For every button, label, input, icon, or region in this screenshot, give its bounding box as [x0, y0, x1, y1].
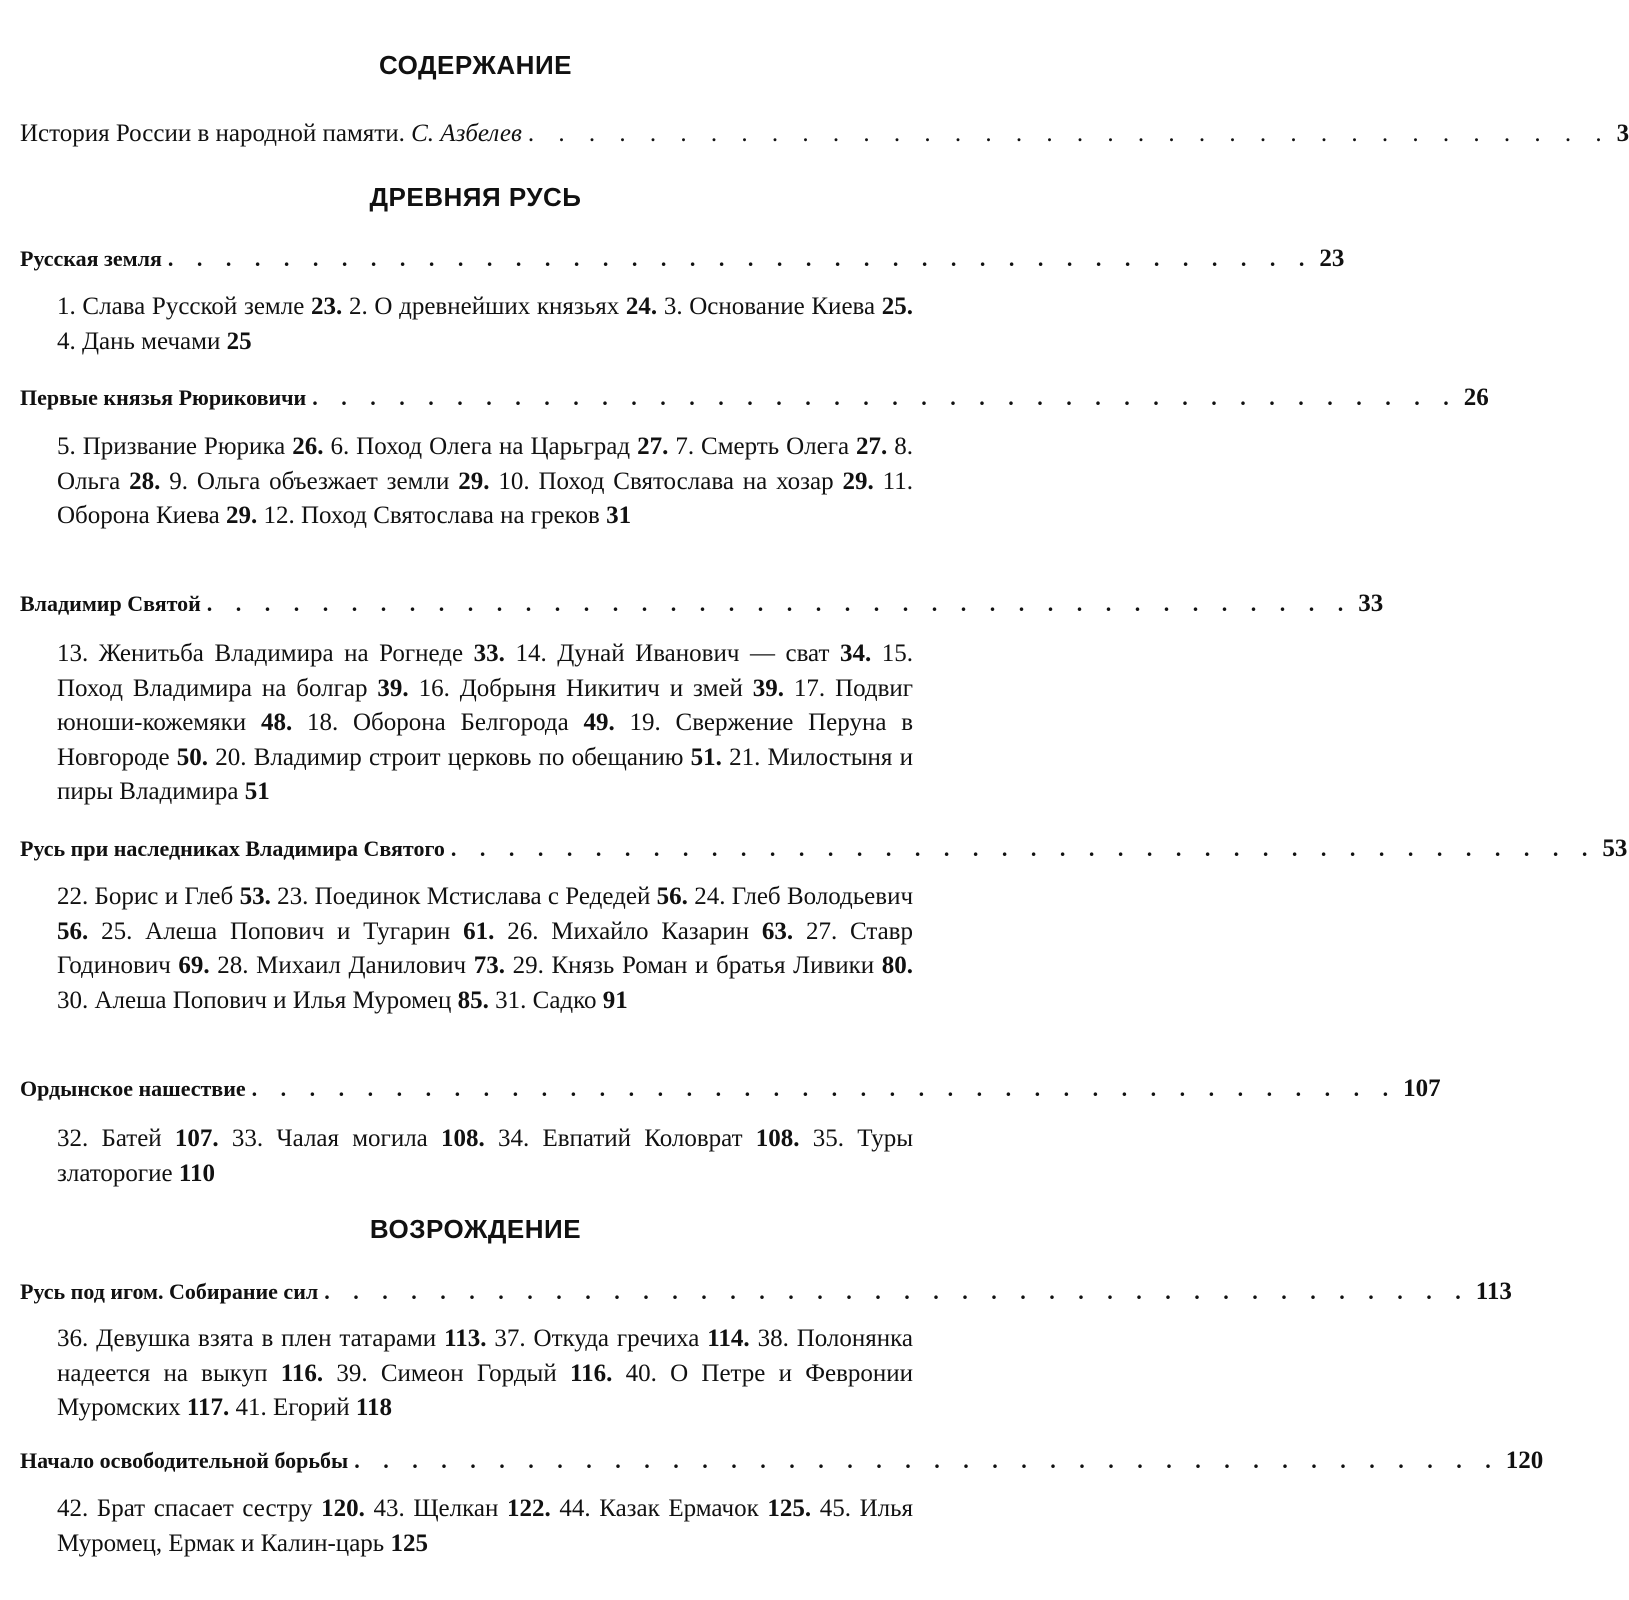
part-heading: ДРЕВНЯЯ РУСЬ [369, 182, 582, 212]
toc-entry[interactable] [232, 1125, 485, 1152]
entry-title: 38. Полонянка надеется на выкуп [57, 1325, 914, 1387]
entry-page: 107. [174, 1125, 219, 1152]
entry-title: 39. Симеон Гордый [336, 1359, 557, 1387]
entry-page: 48. [260, 709, 293, 736]
entry-page: 23. [311, 293, 343, 320]
entry-page: 29. [225, 502, 258, 529]
entry-title: 45. Илья Муромец, Ермак и Калин-царь [57, 1495, 914, 1557]
toc-entry[interactable] [57, 328, 252, 355]
toc-entry[interactable] [57, 1495, 365, 1522]
entry-page: 39. [377, 674, 409, 702]
entry-title: 28. Михаил Данилович [217, 952, 467, 979]
entry-title: 30. Алеша Попович и Илья Муромец [57, 986, 452, 1014]
entry-page: 110 [178, 1159, 215, 1187]
entry-title: 23. Поединок Мстислава с Редедей [277, 883, 651, 910]
section-toc-line[interactable] [20, 1075, 1441, 1109]
entry-title: 22. Борис и Глеб [57, 883, 234, 910]
entry-title: 20. Владимир строит церковь по обещанию [215, 743, 684, 771]
entry-title: 4. Дань мечами [57, 327, 221, 355]
entry-title: 36. Девушка взята в плен татарами [57, 1325, 437, 1352]
dot-leader: . . . . . . . . . . . . . . . . . . . . . . . . . . . . . . . . . . . . [527, 120, 1611, 147]
toc-entry[interactable] [169, 468, 489, 495]
section-toc-line[interactable] [20, 1447, 1544, 1481]
entry-page: 80. [881, 952, 914, 979]
intro-title: История России в народной памяти. [20, 120, 405, 147]
entry-title: 18. Оборона Белгорода [306, 709, 569, 736]
entry-title: 32. Батей [57, 1125, 162, 1152]
toc-entry[interactable] [349, 293, 657, 320]
entry-title: 7. Смерть Олега [675, 433, 850, 460]
toc-entry[interactable] [215, 744, 722, 771]
entry-page: 25 [226, 327, 252, 355]
toc-entry[interactable] [373, 1495, 550, 1522]
toc-entry[interactable] [495, 987, 628, 1014]
toc-entry[interactable] [559, 1495, 811, 1522]
entry-title: 5. Призвание Рюрика [57, 433, 286, 460]
toc-entry[interactable] [307, 709, 615, 736]
part-heading: ВОЗРОЖДЕНИЕ [369, 1214, 582, 1244]
entry-title: 34. Евпатий Коловрат [497, 1125, 743, 1152]
toc-entry[interactable] [57, 987, 489, 1014]
section-title: Русская земля [20, 246, 162, 271]
entry-title: 41. Егорий [235, 1394, 350, 1421]
entry-page: 117. [186, 1394, 230, 1421]
entry-page: 118 [355, 1394, 392, 1421]
entry-title: 25. Алеша Попович и Тугарин [101, 917, 451, 945]
toc-entry[interactable] [57, 640, 505, 667]
entry-page: 63. [761, 917, 794, 945]
entry-page: 91 [602, 986, 628, 1014]
toc-entry[interactable] [664, 293, 913, 320]
section-title: Русь при наследниках Владимира Святого [20, 836, 445, 861]
section-toc-line[interactable] [20, 245, 1345, 279]
section-page: 107 [1403, 1075, 1441, 1102]
dot-leader: . . . . . . . . . . . . . . . . . . . . . . . . . . . . . . . . . . . . . . . . [167, 246, 1314, 271]
dot-leader: . . . . . . . . . . . . . . . . . . . . . . . . . . . . . . . . . . . . . . . . [206, 591, 1353, 616]
intro-author: С. Азбелев [411, 120, 522, 147]
entry-page: 27. [637, 433, 669, 460]
entry-page: 28. [129, 467, 161, 495]
entry-title: 43. Щелкан [373, 1495, 499, 1522]
section-toc-line[interactable] [20, 1278, 1512, 1312]
entry-page: 56. [656, 883, 688, 910]
entry-title: 37. Откуда гречиха [494, 1325, 700, 1352]
entry-title: 6. Поход Олега на Царьград [330, 433, 631, 460]
section-page: 120 [1505, 1447, 1544, 1474]
section-page: 23 [1319, 245, 1345, 272]
section-toc-line[interactable] [20, 590, 1384, 624]
entry-page: 113. [444, 1325, 487, 1352]
entry-page: 51 [244, 778, 270, 805]
entry-page: 114. [707, 1325, 750, 1352]
entry-title: 29. Князь Роман и братья Ливики [512, 952, 875, 979]
toc-entry[interactable] [277, 883, 688, 910]
entry-page: 108. [755, 1125, 800, 1152]
entry-title: 8. Ольга [57, 433, 913, 495]
entry-title: 33. Чалая могила [231, 1125, 428, 1152]
entry-page: 50. [176, 743, 209, 771]
section-title: Владимир Святой [20, 591, 201, 616]
contents-heading: СОДЕРЖАНИЕ [379, 50, 572, 80]
dot-leader: . . . . . . . . . . . . . . . . . . . . . . . . . . . . . . . . . . . . . . . . [324, 1279, 1470, 1304]
entry-title: 35. Туры златорогие [57, 1125, 914, 1187]
entry-page: 33. [473, 640, 505, 667]
entry-title: 44. Казак Ермачок [559, 1495, 759, 1522]
entry-page: 24. [625, 293, 658, 320]
entry-page: 120. [321, 1495, 365, 1522]
toc-entry[interactable] [498, 468, 873, 495]
entry-page: 73. [473, 952, 506, 979]
entry-title: 19. Свержение Перуна в Новгороде [57, 709, 914, 771]
dot-leader: . . . . . . . . . . . . . . . . . . . . . . . . . . . . . . . . . . . . . . . . [354, 1448, 1500, 1473]
entry-page: 69. [178, 952, 210, 979]
entry-title: 16. Добрыня Никитич и змей [418, 674, 743, 702]
entry-title: 9. Ольга объезжает земли [169, 467, 450, 495]
entry-page: 116. [280, 1359, 324, 1387]
toc-entry[interactable] [494, 1325, 749, 1352]
toc-entry[interactable] [57, 293, 342, 320]
toc-entry[interactable] [498, 1125, 800, 1152]
entry-title: 12. Поход Святослава на греков [263, 502, 600, 529]
entry-title: 40. О Петре и Февронии Муромских [57, 1359, 914, 1421]
section-title: Первые князья Рюриковичи [20, 385, 307, 410]
entry-page: 85. [457, 986, 489, 1014]
entry-page: 25. [881, 293, 914, 320]
section-page: 33 [1358, 590, 1384, 617]
dot-leader: . . . . . . . . . . . . . . . . . . . . . . . . . . . . . . . . . . . . . . . . [251, 1076, 1398, 1101]
entry-title: 14. Дунай Иванович — сват [515, 640, 830, 667]
toc-entry[interactable] [507, 918, 793, 945]
intro-toc-line[interactable] [20, 120, 1629, 154]
toc-entry[interactable] [513, 952, 913, 979]
section-page: 26 [1463, 384, 1489, 411]
entry-page: 125 [390, 1529, 428, 1557]
section-entries [57, 430, 913, 534]
entry-title: 26. Михайло Казарин [507, 917, 750, 945]
entry-page: 108. [441, 1125, 485, 1152]
entry-page: 34. [839, 640, 872, 667]
entry-page: 61. [463, 917, 495, 945]
toc-entry[interactable] [57, 883, 271, 910]
toc-entry[interactable] [263, 502, 631, 529]
entry-title: 1. Слава Русской земле [57, 293, 305, 320]
section-entries [57, 637, 913, 810]
toc-entry[interactable] [57, 1125, 219, 1152]
section-entries [57, 1122, 913, 1191]
entry-page: 116. [569, 1359, 613, 1387]
section-title: Русь под игом. Собирание сил [20, 1279, 319, 1304]
entry-page: 26. [292, 433, 324, 460]
toc-entry[interactable] [57, 433, 323, 460]
entry-title: 21. Милостыня и пиры Владимира [57, 743, 913, 805]
entry-page: 27. [856, 433, 888, 460]
entry-page: 56. [57, 917, 89, 945]
entry-title: 10. Поход Святослава на хозар [498, 467, 834, 495]
entry-title: 15. Поход Владимира на болгар [57, 640, 913, 702]
toc-entry[interactable] [57, 1325, 486, 1352]
toc-entry[interactable] [515, 640, 871, 667]
entry-title: 24. Глеб Володьевич [694, 883, 914, 910]
section-toc-line[interactable] [20, 835, 1628, 869]
section-entries [57, 880, 913, 1018]
section-title: Начало освободительной борьбы [20, 1448, 349, 1473]
entry-title: 42. Брат спасает сестру [57, 1495, 313, 1522]
entry-title: 11. Оборона Киева [57, 467, 913, 529]
toc-entry[interactable] [675, 433, 887, 460]
entry-page: 39. [752, 674, 785, 702]
section-entries [57, 290, 913, 359]
section-entries [57, 1492, 913, 1561]
section-page: 53 [1602, 835, 1628, 862]
entry-page: 31 [606, 502, 632, 529]
entry-title: 27. Ставр Годинович [57, 917, 913, 979]
toc-entry[interactable] [217, 952, 505, 979]
section-page: 113 [1475, 1278, 1512, 1305]
toc-entry[interactable] [419, 675, 784, 702]
toc-entry[interactable] [330, 433, 668, 460]
section-title: Ордынское нашествие [20, 1076, 246, 1101]
entry-page: 49. [583, 709, 615, 736]
entry-title: 17. Подвиг юноши-кожемяки [57, 674, 914, 736]
entry-title: 2. О древнейших князьях [348, 293, 620, 320]
entry-page: 29. [458, 467, 490, 495]
section-toc-line[interactable] [20, 384, 1489, 418]
entry-page: 51. [690, 743, 722, 771]
section-entries [57, 1322, 913, 1426]
toc-entry[interactable] [336, 1360, 612, 1387]
entry-page: 53. [239, 883, 271, 910]
entry-page: 29. [842, 467, 874, 495]
entry-title: 3. Основание Киева [663, 293, 876, 320]
toc-entry[interactable] [101, 918, 494, 945]
dot-leader: . . . . . . . . . . . . . . . . . . . . . . . . . . . . . . . . . . . . . . . . [312, 385, 1458, 410]
entry-title: 13. Женитьба Владимира на Рогнеде [57, 640, 464, 667]
dot-leader: . . . . . . . . . . . . . . . . . . . . . . . . . . . . . . . . . . . . . . . . [450, 836, 1597, 861]
entry-page: 122. [507, 1495, 551, 1522]
intro-page: 3 [1616, 120, 1629, 147]
toc-entry[interactable] [235, 1394, 392, 1421]
entry-title: 31. Садко [495, 986, 597, 1014]
entry-page: 125. [767, 1495, 812, 1522]
